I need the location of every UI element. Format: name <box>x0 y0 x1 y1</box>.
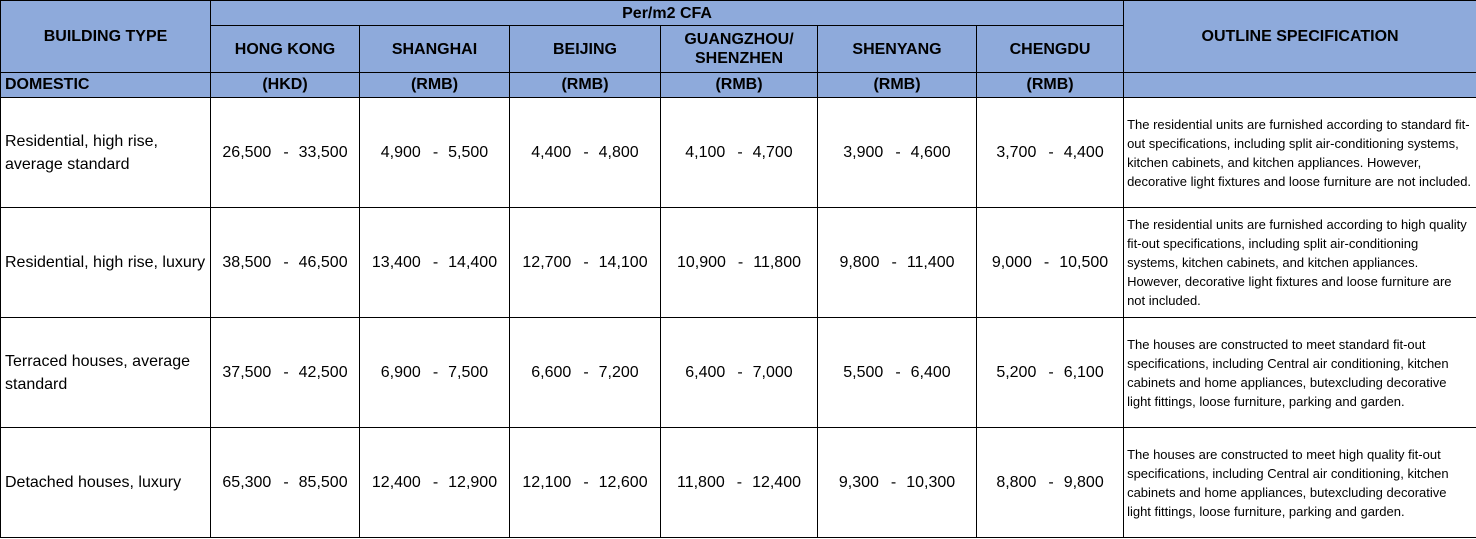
cost-low: 65,300 <box>222 473 272 491</box>
cost-high: 12,600 <box>598 473 648 491</box>
header-city-beijing: BEIJING <box>510 26 661 73</box>
cost-range-cell: 8,800 - 9,800 <box>977 428 1124 538</box>
table-row <box>1 208 1476 318</box>
header-city-hong-kong: HONG KONG <box>211 26 360 73</box>
cost-low: 9,000 <box>991 253 1032 271</box>
cost-high: 7,000 <box>752 363 793 381</box>
outline-spec-cell: The houses are constructed to meet high quality fit-out specifications, including Central air conditioning, kitchen cabinets and home appliances, butexcluding decorative light fittings, loose furniture, parking and garden. <box>1124 428 1476 538</box>
table-row <box>1 318 1476 428</box>
currency-label: (RMB) <box>510 73 661 98</box>
header-city-shenyang: SHENYANG <box>818 26 977 73</box>
cost-high: 85,500 <box>298 473 348 491</box>
cost-low: 9,300 <box>838 473 879 491</box>
cost-high: 4,400 <box>1063 143 1104 161</box>
cost-low: 13,400 <box>371 253 421 271</box>
header-building-type: BUILDING TYPE <box>1 1 211 73</box>
header-city-chengdu: CHENGDU <box>977 26 1124 73</box>
currency-label: (RMB) <box>661 73 818 98</box>
cost-range-cell: 65,300 - 85,500 <box>211 428 360 538</box>
cost-high: 14,400 <box>448 253 498 271</box>
cost-high: 4,600 <box>910 143 951 161</box>
table-row <box>1 98 1476 208</box>
building-type-cell: Terraced houses, average standard <box>1 318 211 428</box>
cost-range-cell: 12,400 - 12,900 <box>360 428 510 538</box>
cost-range-cell: 9,800 - 11,400 <box>818 208 977 318</box>
outline-spec-cell: The houses are constructed to meet standard fit-out specifications, including Central air conditioning, kitchen cabinets and home appliances, butexcluding decorative light fittings, loose furniture, parking and garden. <box>1124 318 1476 428</box>
cost-low: 38,500 <box>222 253 272 271</box>
header-city-guangzhou-shenzhen: GUANGZHOU/ SHENZHEN <box>661 26 818 73</box>
cost-range-cell: 38,500 - 46,500 <box>211 208 360 318</box>
cost-low: 37,500 <box>222 363 272 381</box>
currency-label: (RMB) <box>360 73 510 98</box>
cost-high: 6,400 <box>910 363 951 381</box>
cost-low: 6,400 <box>685 363 726 381</box>
cost-high: 11,400 <box>906 253 955 271</box>
building-type-cell: Residential, high rise, average standard <box>1 98 211 208</box>
cost-low: 12,400 <box>371 473 421 491</box>
cost-range-cell: 26,500 - 33,500 <box>211 98 360 208</box>
cost-range-cell: 6,900 - 7,500 <box>360 318 510 428</box>
cost-range-cell: 6,400 - 7,000 <box>661 318 818 428</box>
cost-low: 4,400 <box>531 143 572 161</box>
cost-high: 42,500 <box>298 363 348 381</box>
cost-range-cell: 5,500 - 6,400 <box>818 318 977 428</box>
cost-low: 4,900 <box>380 143 421 161</box>
building-type-cell: Detached houses, luxury <box>1 428 211 538</box>
cost-high: 12,900 <box>448 473 498 491</box>
cost-low: 12,700 <box>522 253 572 271</box>
cost-low: 3,700 <box>996 143 1037 161</box>
cost-high: 11,800 <box>753 253 801 271</box>
currency-label: (RMB) <box>818 73 977 98</box>
header-city-shanghai: SHANGHAI <box>360 26 510 73</box>
cost-low: 3,900 <box>843 143 884 161</box>
cost-low: 4,100 <box>685 143 726 161</box>
cost-low: 5,500 <box>843 363 884 381</box>
cost-high: 33,500 <box>298 143 348 161</box>
cost-range-cell: 9,000 - 10,500 <box>977 208 1124 318</box>
building-type-cell: Residential, high rise, luxury <box>1 208 211 318</box>
cost-range-cell: 12,100 - 12,600 <box>510 428 661 538</box>
cost-range-cell: 12,700 - 14,100 <box>510 208 661 318</box>
cost-range-cell: 3,900 - 4,600 <box>818 98 977 208</box>
cost-high: 10,500 <box>1059 253 1109 271</box>
cost-high: 14,100 <box>598 253 648 271</box>
cost-high: 7,200 <box>598 363 639 381</box>
category-label: DOMESTIC <box>1 73 211 98</box>
cost-range-cell: 13,400 - 14,400 <box>360 208 510 318</box>
cost-high: 12,400 <box>752 473 801 491</box>
cost-high: 4,800 <box>598 143 639 161</box>
cost-high: 10,300 <box>906 473 956 491</box>
cost-range-cell: 6,600 - 7,200 <box>510 318 661 428</box>
cost-low: 8,800 <box>996 473 1037 491</box>
header-outline-specification: OUTLINE SPECIFICATION <box>1124 1 1476 73</box>
cost-low: 6,900 <box>380 363 421 381</box>
cost-high: 46,500 <box>298 253 348 271</box>
cost-high: 5,500 <box>448 143 489 161</box>
cost-range-cell: 11,800 - 12,400 <box>661 428 818 538</box>
cost-high: 9,800 <box>1063 473 1104 491</box>
cost-range-cell: 5,200 - 6,100 <box>977 318 1124 428</box>
cost-high: 6,100 <box>1063 363 1104 381</box>
cost-low: 10,900 <box>676 253 726 271</box>
cost-high: 7,500 <box>448 363 489 381</box>
cost-range-cell: 10,900 - 11,800 <box>661 208 818 318</box>
cost-range-cell: 4,900 - 5,500 <box>360 98 510 208</box>
cost-low: 26,500 <box>222 143 272 161</box>
cost-low: 6,600 <box>531 363 572 381</box>
cost-high: 4,700 <box>752 143 793 161</box>
table-row <box>1 428 1476 538</box>
header-per-m2-cfa: Per/m2 CFA <box>211 1 1124 26</box>
cost-range-cell: 9,300 - 10,300 <box>818 428 977 538</box>
subheader-row <box>1 73 1476 98</box>
cost-range-cell: 4,400 - 4,800 <box>510 98 661 208</box>
cost-range-cell: 37,500 - 42,500 <box>211 318 360 428</box>
cost-low: 9,800 <box>839 253 880 271</box>
cost-range-cell: 3,700 - 4,400 <box>977 98 1124 208</box>
outline-spec-cell: The residential units are furnished according to standard fit-out specifications, including split air-conditioning systems, kitchen cabinets, and kitchen appliances. However, decorative light fixtures and loose furniture are not included. <box>1124 98 1476 208</box>
currency-label: (HKD) <box>211 73 360 98</box>
cost-low: 5,200 <box>996 363 1037 381</box>
currency-label: (RMB) <box>977 73 1124 98</box>
outline-spec-cell: The residential units are furnished according to high quality fit-out specifications, including split air-conditioning systems, kitchen cabinets, and kitchen appliances. However, decorative light fixtures and loose furniture are not included. <box>1124 208 1476 318</box>
cost-low: 11,800 <box>676 473 725 491</box>
cost-low: 12,100 <box>522 473 572 491</box>
subheader-spec-blank <box>1124 73 1476 98</box>
cost-range-cell: 4,100 - 4,700 <box>661 98 818 208</box>
